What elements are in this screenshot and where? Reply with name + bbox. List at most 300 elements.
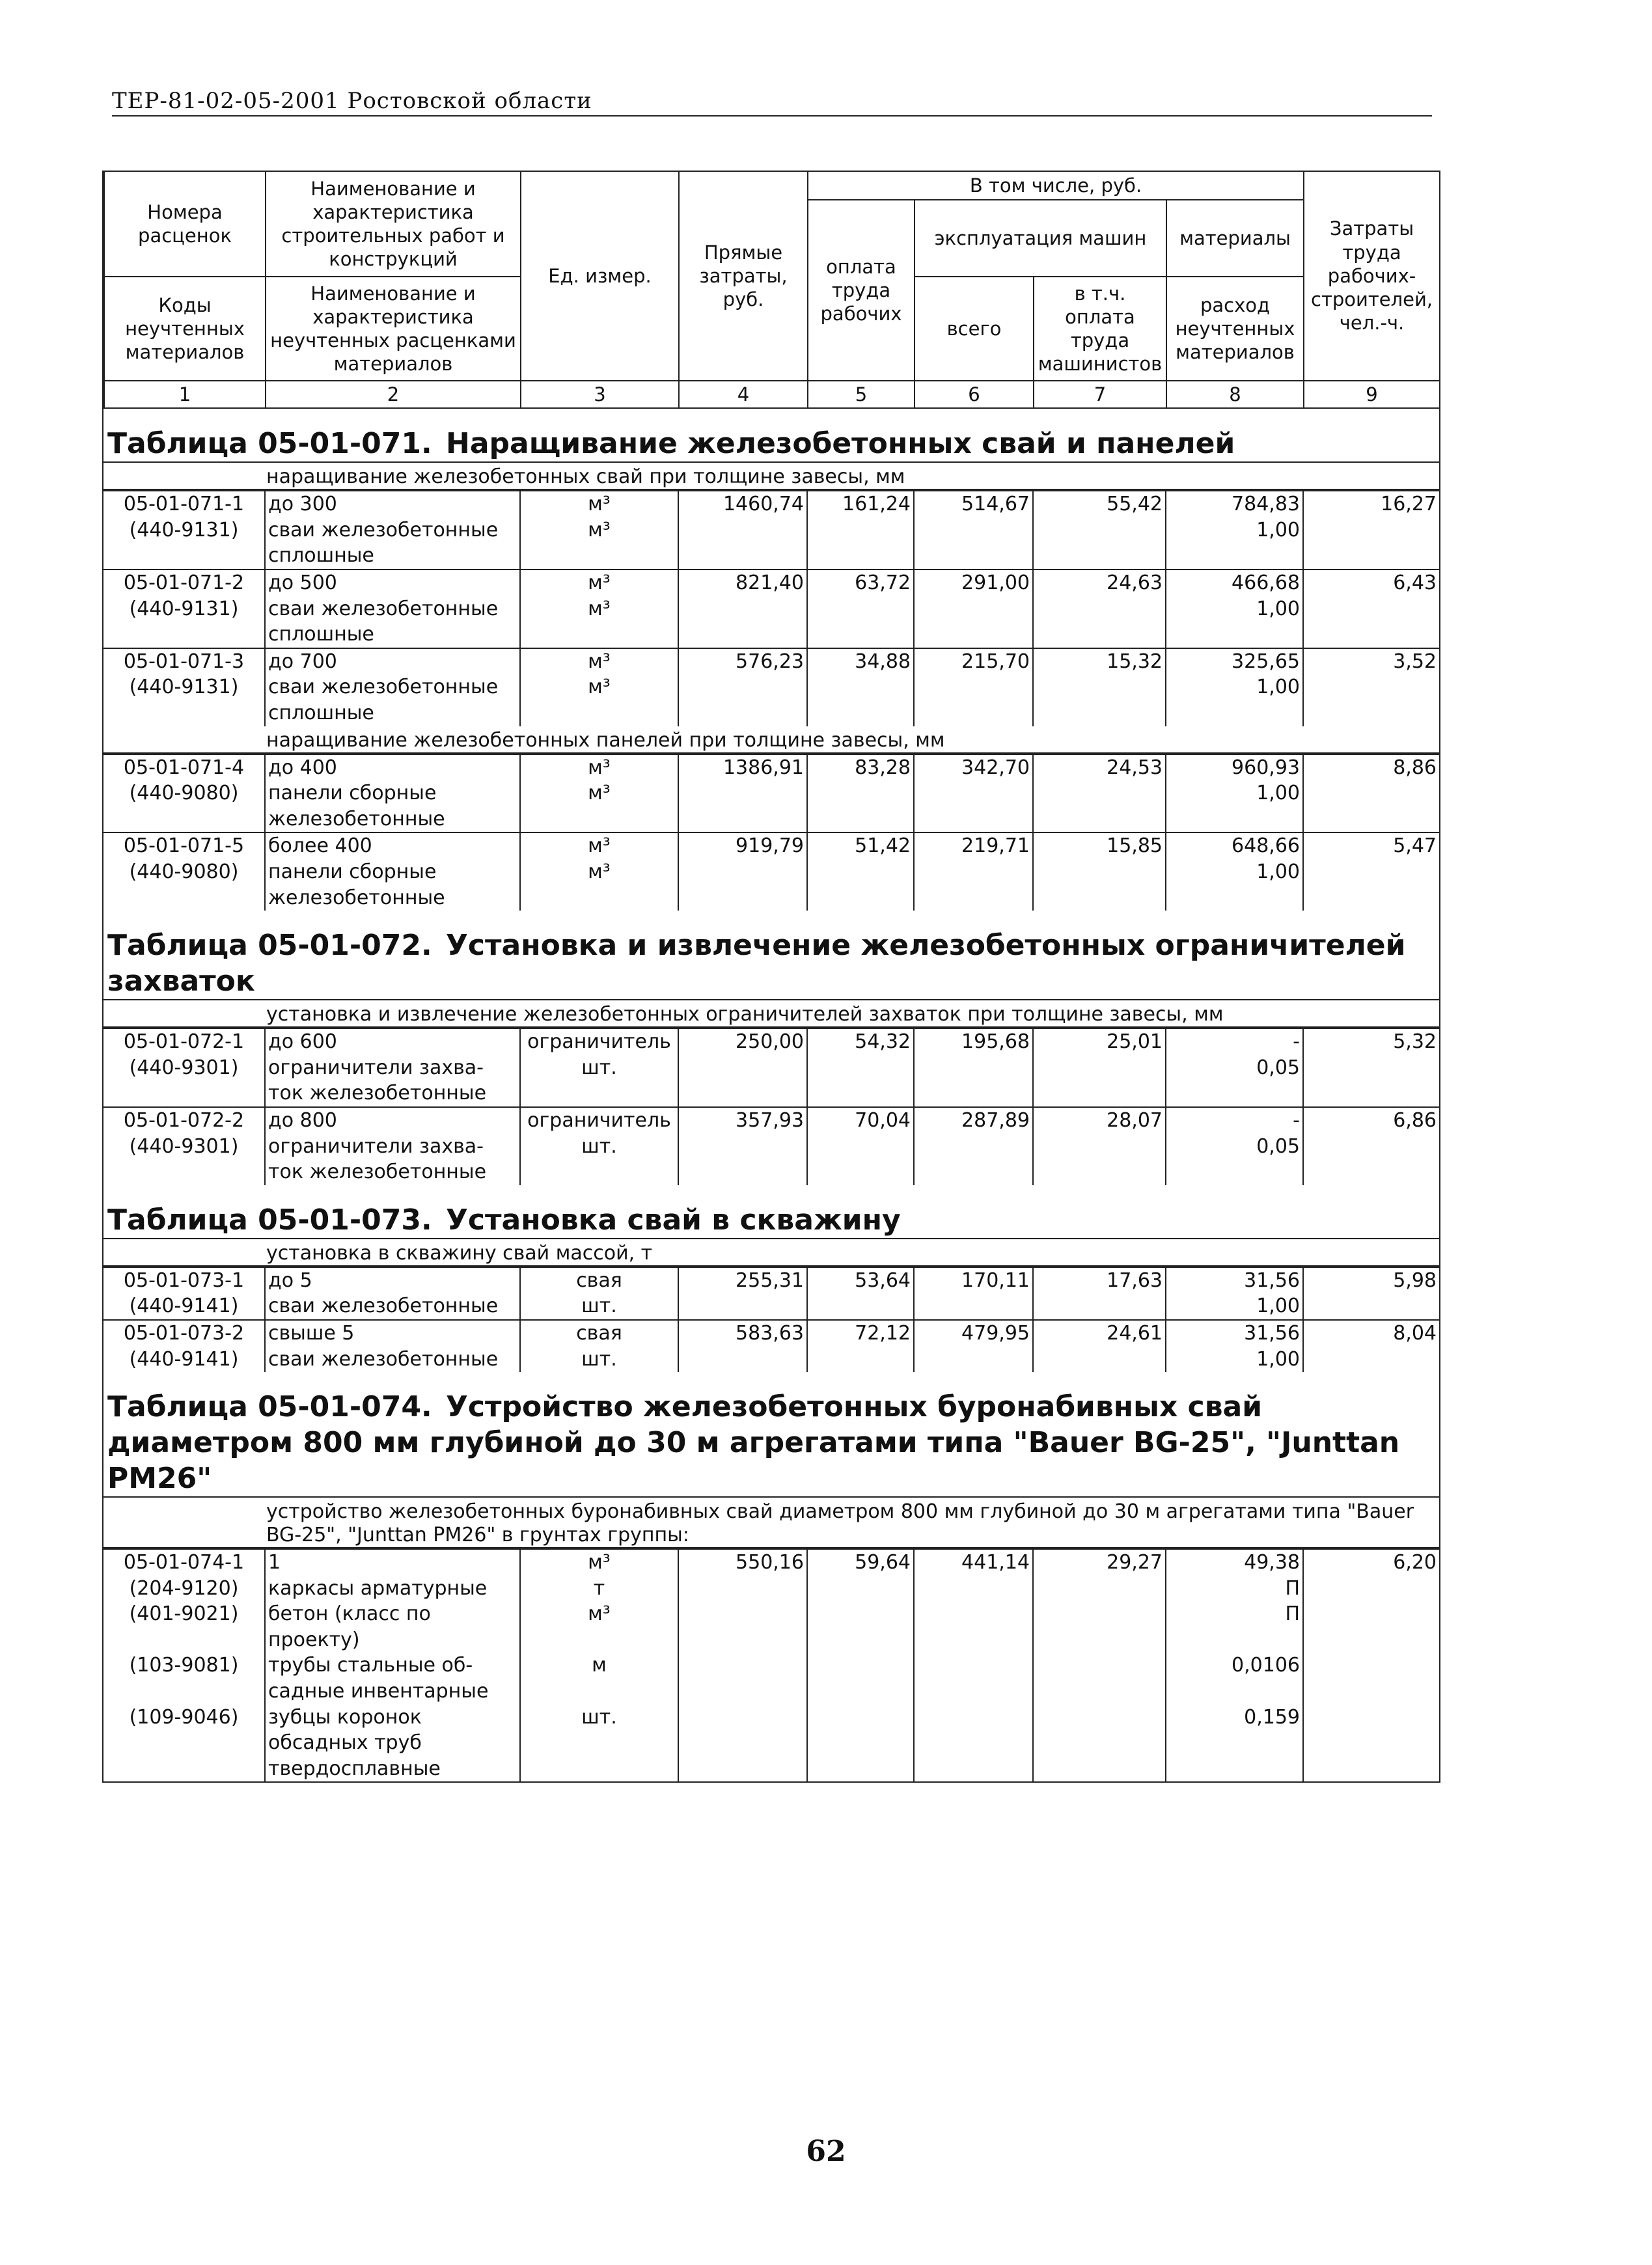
unit-cell: свая bbox=[520, 1267, 678, 1294]
worker-pay-cell bbox=[807, 1134, 914, 1160]
unit-cell: ограничитель bbox=[520, 1028, 678, 1055]
rates-table bbox=[103, 1267, 1439, 1372]
labor-hours-cell bbox=[1303, 1730, 1439, 1756]
table-row bbox=[103, 1756, 1439, 1782]
direct-cost-cell: 255,31 bbox=[678, 1267, 807, 1294]
machine-total-cell: 215,70 bbox=[914, 648, 1033, 675]
col-group-including: В том числе, руб. bbox=[808, 171, 1304, 200]
worker-pay-cell bbox=[807, 1576, 914, 1602]
col-operator-pay: в т.ч. оплата труда машинистов bbox=[1034, 277, 1166, 381]
unit-cell: ограничитель bbox=[520, 1107, 678, 1134]
labor-hours-cell bbox=[1303, 1159, 1439, 1185]
operator-pay-cell: 28,07 bbox=[1033, 1107, 1166, 1134]
col-materials: материалы bbox=[1166, 200, 1304, 277]
labor-hours-cell bbox=[1303, 1601, 1439, 1627]
machine-total-cell bbox=[914, 1576, 1033, 1602]
machine-total-cell bbox=[914, 1705, 1033, 1731]
operator-pay-cell: 15,85 bbox=[1033, 832, 1166, 859]
unit-cell: м³ bbox=[520, 832, 678, 859]
unit-cell: т bbox=[520, 1576, 678, 1602]
group-subtitle: устройство железобетонных буронабивных свай диаметром 800 мм глубиной до 30 м агрегатами типа "Bauer BG-25", "Junttan PM26" в грунтах группы: bbox=[103, 1498, 1439, 1548]
col-num: 9 bbox=[1304, 381, 1440, 408]
worker-pay-cell bbox=[807, 1653, 914, 1679]
direct-cost-cell bbox=[678, 1576, 807, 1602]
materials-cell bbox=[1166, 543, 1303, 570]
table-row bbox=[103, 1107, 1439, 1134]
worker-pay-cell: 63,72 bbox=[807, 570, 914, 596]
labor-hours-cell: 16,27 bbox=[1303, 491, 1439, 517]
direct-cost-cell bbox=[678, 622, 807, 648]
labor-hours-cell bbox=[1303, 885, 1439, 911]
rate-code-cell: (440-9131) bbox=[129, 597, 239, 620]
col-worker-pay: оплата труда рабочих bbox=[808, 200, 915, 381]
rate-code-cell: (440-9141) bbox=[129, 1347, 239, 1371]
unit-cell: м³ bbox=[520, 517, 678, 543]
table-row bbox=[103, 1320, 1439, 1347]
table-row bbox=[103, 596, 1439, 622]
section-number: Таблица 05-01-072. bbox=[107, 929, 432, 963]
col-num: 1 bbox=[104, 381, 266, 408]
sections bbox=[103, 409, 1439, 1781]
materials-cell: 784,83 bbox=[1166, 491, 1303, 517]
table-row bbox=[103, 1055, 1439, 1081]
labor-hours-cell: 5,32 bbox=[1303, 1028, 1439, 1055]
worker-pay-cell bbox=[807, 1347, 914, 1373]
labor-hours-cell: 8,04 bbox=[1303, 1320, 1439, 1347]
rate-code-cell bbox=[103, 543, 265, 570]
operator-pay-cell bbox=[1033, 1679, 1166, 1705]
table-row bbox=[103, 1576, 1439, 1602]
labor-hours-cell bbox=[1303, 859, 1439, 885]
rates-table bbox=[103, 1028, 1439, 1185]
machine-total-cell bbox=[914, 1134, 1033, 1160]
labor-hours-cell bbox=[1303, 806, 1439, 833]
table-row bbox=[103, 1627, 1439, 1653]
materials-cell bbox=[1166, 1627, 1303, 1653]
machine-total-cell bbox=[914, 1080, 1033, 1107]
col-num: 6 bbox=[915, 381, 1034, 408]
rate-code-cell: (401-9021) bbox=[129, 1602, 239, 1626]
machine-total-cell bbox=[914, 1055, 1033, 1081]
worker-pay-cell bbox=[807, 885, 914, 911]
table-row bbox=[103, 700, 1439, 726]
labor-hours-cell bbox=[1303, 1055, 1439, 1081]
rates-table bbox=[103, 490, 1439, 726]
rate-code-cell: 05-01-071-4 bbox=[103, 754, 265, 781]
direct-cost-cell bbox=[678, 517, 807, 543]
labor-hours-cell bbox=[1303, 596, 1439, 622]
rate-code-cell bbox=[103, 1679, 265, 1705]
operator-pay-cell: 17,63 bbox=[1033, 1267, 1166, 1294]
operator-pay-cell bbox=[1033, 1576, 1166, 1602]
rate-code-cell bbox=[103, 885, 265, 911]
table-row bbox=[103, 1730, 1439, 1756]
direct-cost-cell bbox=[678, 1055, 807, 1081]
operator-pay-cell bbox=[1033, 1601, 1166, 1627]
rate-code-cell: (440-9141) bbox=[129, 1295, 239, 1318]
unit-cell bbox=[520, 1756, 678, 1782]
rate-code-cell: 05-01-071-3 bbox=[103, 648, 265, 675]
unit-cell: свая bbox=[520, 1320, 678, 1347]
description-cell: до 400 bbox=[265, 754, 520, 781]
unit-cell: шт. bbox=[520, 1055, 678, 1081]
operator-pay-cell: 15,32 bbox=[1033, 648, 1166, 675]
machine-total-cell bbox=[914, 885, 1033, 911]
description-cell: зубцы коронок bbox=[265, 1705, 520, 1731]
unit-cell: шт. bbox=[520, 1705, 678, 1731]
machine-total-cell bbox=[914, 517, 1033, 543]
table-row bbox=[103, 622, 1439, 648]
unit-cell bbox=[520, 1627, 678, 1653]
section-heading: Наращивание железобетонных свай и панелей bbox=[446, 427, 1235, 461]
description-cell: до 300 bbox=[265, 491, 520, 517]
col-material-usage: расход неучтенных материалов bbox=[1166, 277, 1304, 381]
machine-total-cell bbox=[914, 1627, 1033, 1653]
machine-total-cell: 291,00 bbox=[914, 570, 1033, 596]
machine-total-cell bbox=[914, 622, 1033, 648]
col-unit: Ед. измер. bbox=[521, 171, 679, 381]
direct-cost-cell bbox=[678, 1653, 807, 1679]
rate-code-cell: (103-9081) bbox=[129, 1654, 239, 1677]
materials-cell: 0,05 bbox=[1166, 1055, 1303, 1081]
rates-table bbox=[103, 754, 1439, 911]
machine-total-cell bbox=[914, 1159, 1033, 1185]
worker-pay-cell bbox=[807, 1705, 914, 1731]
worker-pay-cell bbox=[807, 674, 914, 700]
materials-cell bbox=[1166, 700, 1303, 726]
description-cell: каркасы арматурные bbox=[265, 1576, 520, 1602]
materials-cell: - bbox=[1166, 1028, 1303, 1055]
section-heading: Установка свай в скважину bbox=[446, 1203, 901, 1237]
labor-hours-cell bbox=[1303, 1347, 1439, 1373]
operator-pay-cell bbox=[1033, 1730, 1166, 1756]
description-cell: ток железобетонные bbox=[265, 1159, 520, 1185]
unit-cell: м³ bbox=[520, 1601, 678, 1627]
description-cell: панели сборные bbox=[265, 780, 520, 806]
description-cell: трубы стальные об- bbox=[265, 1653, 520, 1679]
col-num: 8 bbox=[1166, 381, 1304, 408]
description-cell: сваи железобетонные bbox=[265, 1347, 520, 1373]
unit-cell: м³ bbox=[520, 859, 678, 885]
rate-code-cell: (440-9301) bbox=[129, 1134, 239, 1158]
labor-hours-cell: 6,86 bbox=[1303, 1107, 1439, 1134]
unit-cell: шт. bbox=[520, 1134, 678, 1160]
description-cell: до 600 bbox=[265, 1028, 520, 1055]
description-cell: бетон (класс по bbox=[265, 1601, 520, 1627]
materials-cell: 1,00 bbox=[1166, 674, 1303, 700]
table-row bbox=[103, 570, 1439, 596]
unit-cell bbox=[520, 700, 678, 726]
worker-pay-cell: 53,64 bbox=[807, 1267, 914, 1294]
description-cell: 1 bbox=[265, 1549, 520, 1576]
direct-cost-cell bbox=[678, 1080, 807, 1107]
rate-code-cell bbox=[103, 1730, 265, 1756]
rate-code-cell: 05-01-073-2 bbox=[103, 1320, 265, 1347]
materials-cell bbox=[1166, 1756, 1303, 1782]
direct-cost-cell: 576,23 bbox=[678, 648, 807, 675]
machine-total-cell bbox=[914, 596, 1033, 622]
unit-cell: м³ bbox=[520, 648, 678, 675]
worker-pay-cell: 70,04 bbox=[807, 1107, 914, 1134]
labor-hours-cell bbox=[1303, 1134, 1439, 1160]
materials-cell: 0,05 bbox=[1166, 1134, 1303, 1160]
operator-pay-cell bbox=[1033, 517, 1166, 543]
direct-cost-cell bbox=[678, 1159, 807, 1185]
unit-cell: шт. bbox=[520, 1293, 678, 1320]
labor-hours-cell bbox=[1303, 700, 1439, 726]
table-row bbox=[103, 806, 1439, 833]
table-row bbox=[103, 1601, 1439, 1627]
direct-cost-cell: 250,00 bbox=[678, 1028, 807, 1055]
direct-cost-cell bbox=[678, 674, 807, 700]
operator-pay-cell bbox=[1033, 700, 1166, 726]
materials-cell bbox=[1166, 806, 1303, 833]
section-title bbox=[103, 1185, 1439, 1239]
labor-hours-cell bbox=[1303, 674, 1439, 700]
operator-pay-cell bbox=[1033, 1134, 1166, 1160]
operator-pay-cell bbox=[1033, 543, 1166, 570]
direct-cost-cell bbox=[678, 1730, 807, 1756]
materials-cell: 1,00 bbox=[1166, 517, 1303, 543]
labor-hours-cell bbox=[1303, 517, 1439, 543]
machine-total-cell bbox=[914, 543, 1033, 570]
operator-pay-cell bbox=[1033, 1756, 1166, 1782]
unit-cell: м³ bbox=[520, 596, 678, 622]
materials-cell bbox=[1166, 1159, 1303, 1185]
machine-total-cell: 441,14 bbox=[914, 1549, 1033, 1576]
unit-cell: м³ bbox=[520, 754, 678, 781]
table-row bbox=[103, 754, 1439, 781]
operator-pay-cell: 29,27 bbox=[1033, 1549, 1166, 1576]
col-num: 3 bbox=[521, 381, 679, 408]
col-rate-numbers: Номера расценок bbox=[104, 171, 266, 277]
section-number: Таблица 05-01-071. bbox=[107, 427, 432, 461]
labor-hours-cell bbox=[1303, 1080, 1439, 1107]
unit-cell bbox=[520, 543, 678, 570]
rate-code-cell: (109-9046) bbox=[129, 1705, 239, 1729]
materials-cell: 1,00 bbox=[1166, 859, 1303, 885]
rates-table bbox=[103, 1548, 1439, 1781]
labor-hours-cell bbox=[1303, 1756, 1439, 1782]
operator-pay-cell bbox=[1033, 885, 1166, 911]
table-row bbox=[103, 674, 1439, 700]
description-cell: ограничители захва- bbox=[265, 1055, 520, 1081]
materials-cell: 648,66 bbox=[1166, 832, 1303, 859]
table-row bbox=[103, 1293, 1439, 1320]
labor-hours-cell bbox=[1303, 543, 1439, 570]
machine-total-cell bbox=[914, 1293, 1033, 1320]
labor-hours-cell: 6,20 bbox=[1303, 1549, 1439, 1576]
operator-pay-cell bbox=[1033, 1159, 1166, 1185]
worker-pay-cell bbox=[807, 1627, 914, 1653]
description-cell: свыше 5 bbox=[265, 1320, 520, 1347]
rate-code-cell: (440-9080) bbox=[129, 860, 239, 883]
col-num: 5 bbox=[808, 381, 915, 408]
machine-total-cell: 287,89 bbox=[914, 1107, 1033, 1134]
price-table bbox=[102, 171, 1440, 1783]
machine-total-cell bbox=[914, 806, 1033, 833]
unit-cell bbox=[520, 1080, 678, 1107]
machine-total-cell: 170,11 bbox=[914, 1267, 1033, 1294]
rate-code-cell: 05-01-074-1 bbox=[103, 1549, 265, 1576]
materials-cell: 0,0106 bbox=[1166, 1653, 1303, 1679]
direct-cost-cell bbox=[678, 1756, 807, 1782]
worker-pay-cell: 51,42 bbox=[807, 832, 914, 859]
worker-pay-cell bbox=[807, 859, 914, 885]
machine-total-cell bbox=[914, 859, 1033, 885]
direct-cost-cell bbox=[678, 859, 807, 885]
description-cell: ограничители захва- bbox=[265, 1134, 520, 1160]
direct-cost-cell bbox=[678, 1627, 807, 1653]
rate-code-cell bbox=[103, 622, 265, 648]
section-number: Таблица 05-01-073. bbox=[107, 1203, 432, 1237]
col-material-name: Наименование и характеристика неучтенных расценками материалов bbox=[266, 277, 521, 381]
description-cell: до 700 bbox=[265, 648, 520, 675]
rate-code-cell bbox=[103, 700, 265, 726]
worker-pay-cell bbox=[807, 517, 914, 543]
worker-pay-cell bbox=[807, 622, 914, 648]
materials-cell: 1,00 bbox=[1166, 1347, 1303, 1373]
rate-code-cell: 05-01-071-5 bbox=[103, 832, 265, 859]
description-cell: сваи железобетонные bbox=[265, 1293, 520, 1320]
description-cell: сплошные bbox=[265, 622, 520, 648]
rate-code-cell: (440-9301) bbox=[129, 1056, 239, 1079]
machine-total-cell bbox=[914, 1653, 1033, 1679]
table-row bbox=[103, 780, 1439, 806]
direct-cost-cell bbox=[678, 543, 807, 570]
materials-cell: 1,00 bbox=[1166, 1293, 1303, 1320]
description-cell: твердосплавные bbox=[265, 1756, 520, 1782]
direct-cost-cell bbox=[678, 1601, 807, 1627]
machine-total-cell bbox=[914, 700, 1033, 726]
worker-pay-cell bbox=[807, 1756, 914, 1782]
page-number: 62 bbox=[806, 2135, 846, 2168]
worker-pay-cell bbox=[807, 543, 914, 570]
col-num: 7 bbox=[1034, 381, 1166, 408]
operator-pay-cell bbox=[1033, 596, 1166, 622]
labor-hours-cell: 3,52 bbox=[1303, 648, 1439, 675]
unit-cell bbox=[520, 1730, 678, 1756]
rate-code-cell: 05-01-071-1 bbox=[103, 491, 265, 517]
operator-pay-cell bbox=[1033, 674, 1166, 700]
description-cell: проекту) bbox=[265, 1627, 520, 1653]
materials-cell bbox=[1166, 622, 1303, 648]
worker-pay-cell: 83,28 bbox=[807, 754, 914, 781]
worker-pay-cell bbox=[807, 780, 914, 806]
table-row bbox=[103, 885, 1439, 911]
section-title bbox=[103, 1372, 1439, 1498]
unit-cell: м³ bbox=[520, 780, 678, 806]
description-cell: сваи железобетонные bbox=[265, 517, 520, 543]
labor-hours-cell bbox=[1303, 1293, 1439, 1320]
rate-code-cell bbox=[103, 1159, 265, 1185]
direct-cost-cell: 919,79 bbox=[678, 832, 807, 859]
group-subtitle: установка и извлечение железобетонных ограничителей захваток при толщине завесы, мм bbox=[103, 1000, 1439, 1028]
materials-cell: 31,56 bbox=[1166, 1320, 1303, 1347]
table-row bbox=[103, 1159, 1439, 1185]
unit-cell bbox=[520, 1679, 678, 1705]
direct-cost-cell bbox=[678, 1134, 807, 1160]
unit-cell: м bbox=[520, 1653, 678, 1679]
unit-cell bbox=[520, 1159, 678, 1185]
materials-cell: 466,68 bbox=[1166, 570, 1303, 596]
unit-cell bbox=[520, 622, 678, 648]
operator-pay-cell bbox=[1033, 622, 1166, 648]
labor-hours-cell bbox=[1303, 1705, 1439, 1731]
table-row bbox=[103, 1653, 1439, 1679]
machine-total-cell: 342,70 bbox=[914, 754, 1033, 781]
labor-hours-cell bbox=[1303, 1576, 1439, 1602]
description-cell: панели сборные bbox=[265, 859, 520, 885]
worker-pay-cell bbox=[807, 1293, 914, 1320]
labor-hours-cell: 5,98 bbox=[1303, 1267, 1439, 1294]
description-cell: до 800 bbox=[265, 1107, 520, 1134]
materials-cell: П bbox=[1166, 1576, 1303, 1602]
worker-pay-cell bbox=[807, 806, 914, 833]
direct-cost-cell bbox=[678, 700, 807, 726]
materials-cell: 325,65 bbox=[1166, 648, 1303, 675]
machine-total-cell bbox=[914, 780, 1033, 806]
machine-total-cell: 479,95 bbox=[914, 1320, 1033, 1347]
materials-cell: 1,00 bbox=[1166, 596, 1303, 622]
worker-pay-cell bbox=[807, 1730, 914, 1756]
unit-cell: м³ bbox=[520, 1549, 678, 1576]
materials-cell bbox=[1166, 1730, 1303, 1756]
col-labor-hours: Затраты труда рабочих-строителей, чел.-ч. bbox=[1304, 171, 1440, 381]
operator-pay-cell bbox=[1033, 1055, 1166, 1081]
operator-pay-cell bbox=[1033, 1653, 1166, 1679]
rate-code-cell: 05-01-072-1 bbox=[103, 1028, 265, 1055]
table-row bbox=[103, 1549, 1439, 1576]
machine-total-cell bbox=[914, 1730, 1033, 1756]
col-num: 2 bbox=[266, 381, 521, 408]
document-header: ТЕР-81-02-05-2001 Ростовской области bbox=[112, 88, 1432, 117]
labor-hours-cell bbox=[1303, 1679, 1439, 1705]
machine-total-cell bbox=[914, 1756, 1033, 1782]
operator-pay-cell bbox=[1033, 806, 1166, 833]
direct-cost-cell: 583,63 bbox=[678, 1320, 807, 1347]
rate-code-cell bbox=[103, 1756, 265, 1782]
table-row bbox=[103, 517, 1439, 543]
section-heading: Устройство железобетонных буронабивных свай диаметром 800 мм глубиной до 30 м агрегатами типа "Bauer BG-25", "Junttan PM26" bbox=[107, 1390, 1400, 1496]
unit-cell: м³ bbox=[520, 570, 678, 596]
group-subtitle: наращивание железобетонных свай при толщине завесы, мм bbox=[103, 463, 1439, 490]
rate-code-cell: (440-9080) bbox=[129, 782, 239, 805]
direct-cost-cell bbox=[678, 885, 807, 911]
materials-cell: 960,93 bbox=[1166, 754, 1303, 781]
labor-hours-cell bbox=[1303, 622, 1439, 648]
machine-total-cell bbox=[914, 1601, 1033, 1627]
materials-cell: - bbox=[1166, 1107, 1303, 1134]
direct-cost-cell bbox=[678, 1679, 807, 1705]
group-subtitle: установка в скважину свай массой, т bbox=[103, 1239, 1439, 1267]
labor-hours-cell bbox=[1303, 780, 1439, 806]
unit-cell: шт. bbox=[520, 1347, 678, 1373]
operator-pay-cell bbox=[1033, 780, 1166, 806]
direct-cost-cell bbox=[678, 780, 807, 806]
unit-cell: м³ bbox=[520, 491, 678, 517]
rate-code-cell: 05-01-072-2 bbox=[103, 1107, 265, 1134]
worker-pay-cell bbox=[807, 1601, 914, 1627]
labor-hours-cell: 8,86 bbox=[1303, 754, 1439, 781]
table-row bbox=[103, 1028, 1439, 1055]
rate-code-cell: (204-9120) bbox=[129, 1576, 239, 1600]
unit-cell bbox=[520, 885, 678, 911]
direct-cost-cell bbox=[678, 806, 807, 833]
group-subtitle: наращивание железобетонных панелей при толщине завесы, мм bbox=[103, 726, 1439, 754]
materials-cell bbox=[1166, 885, 1303, 911]
description-cell: до 5 bbox=[265, 1267, 520, 1294]
